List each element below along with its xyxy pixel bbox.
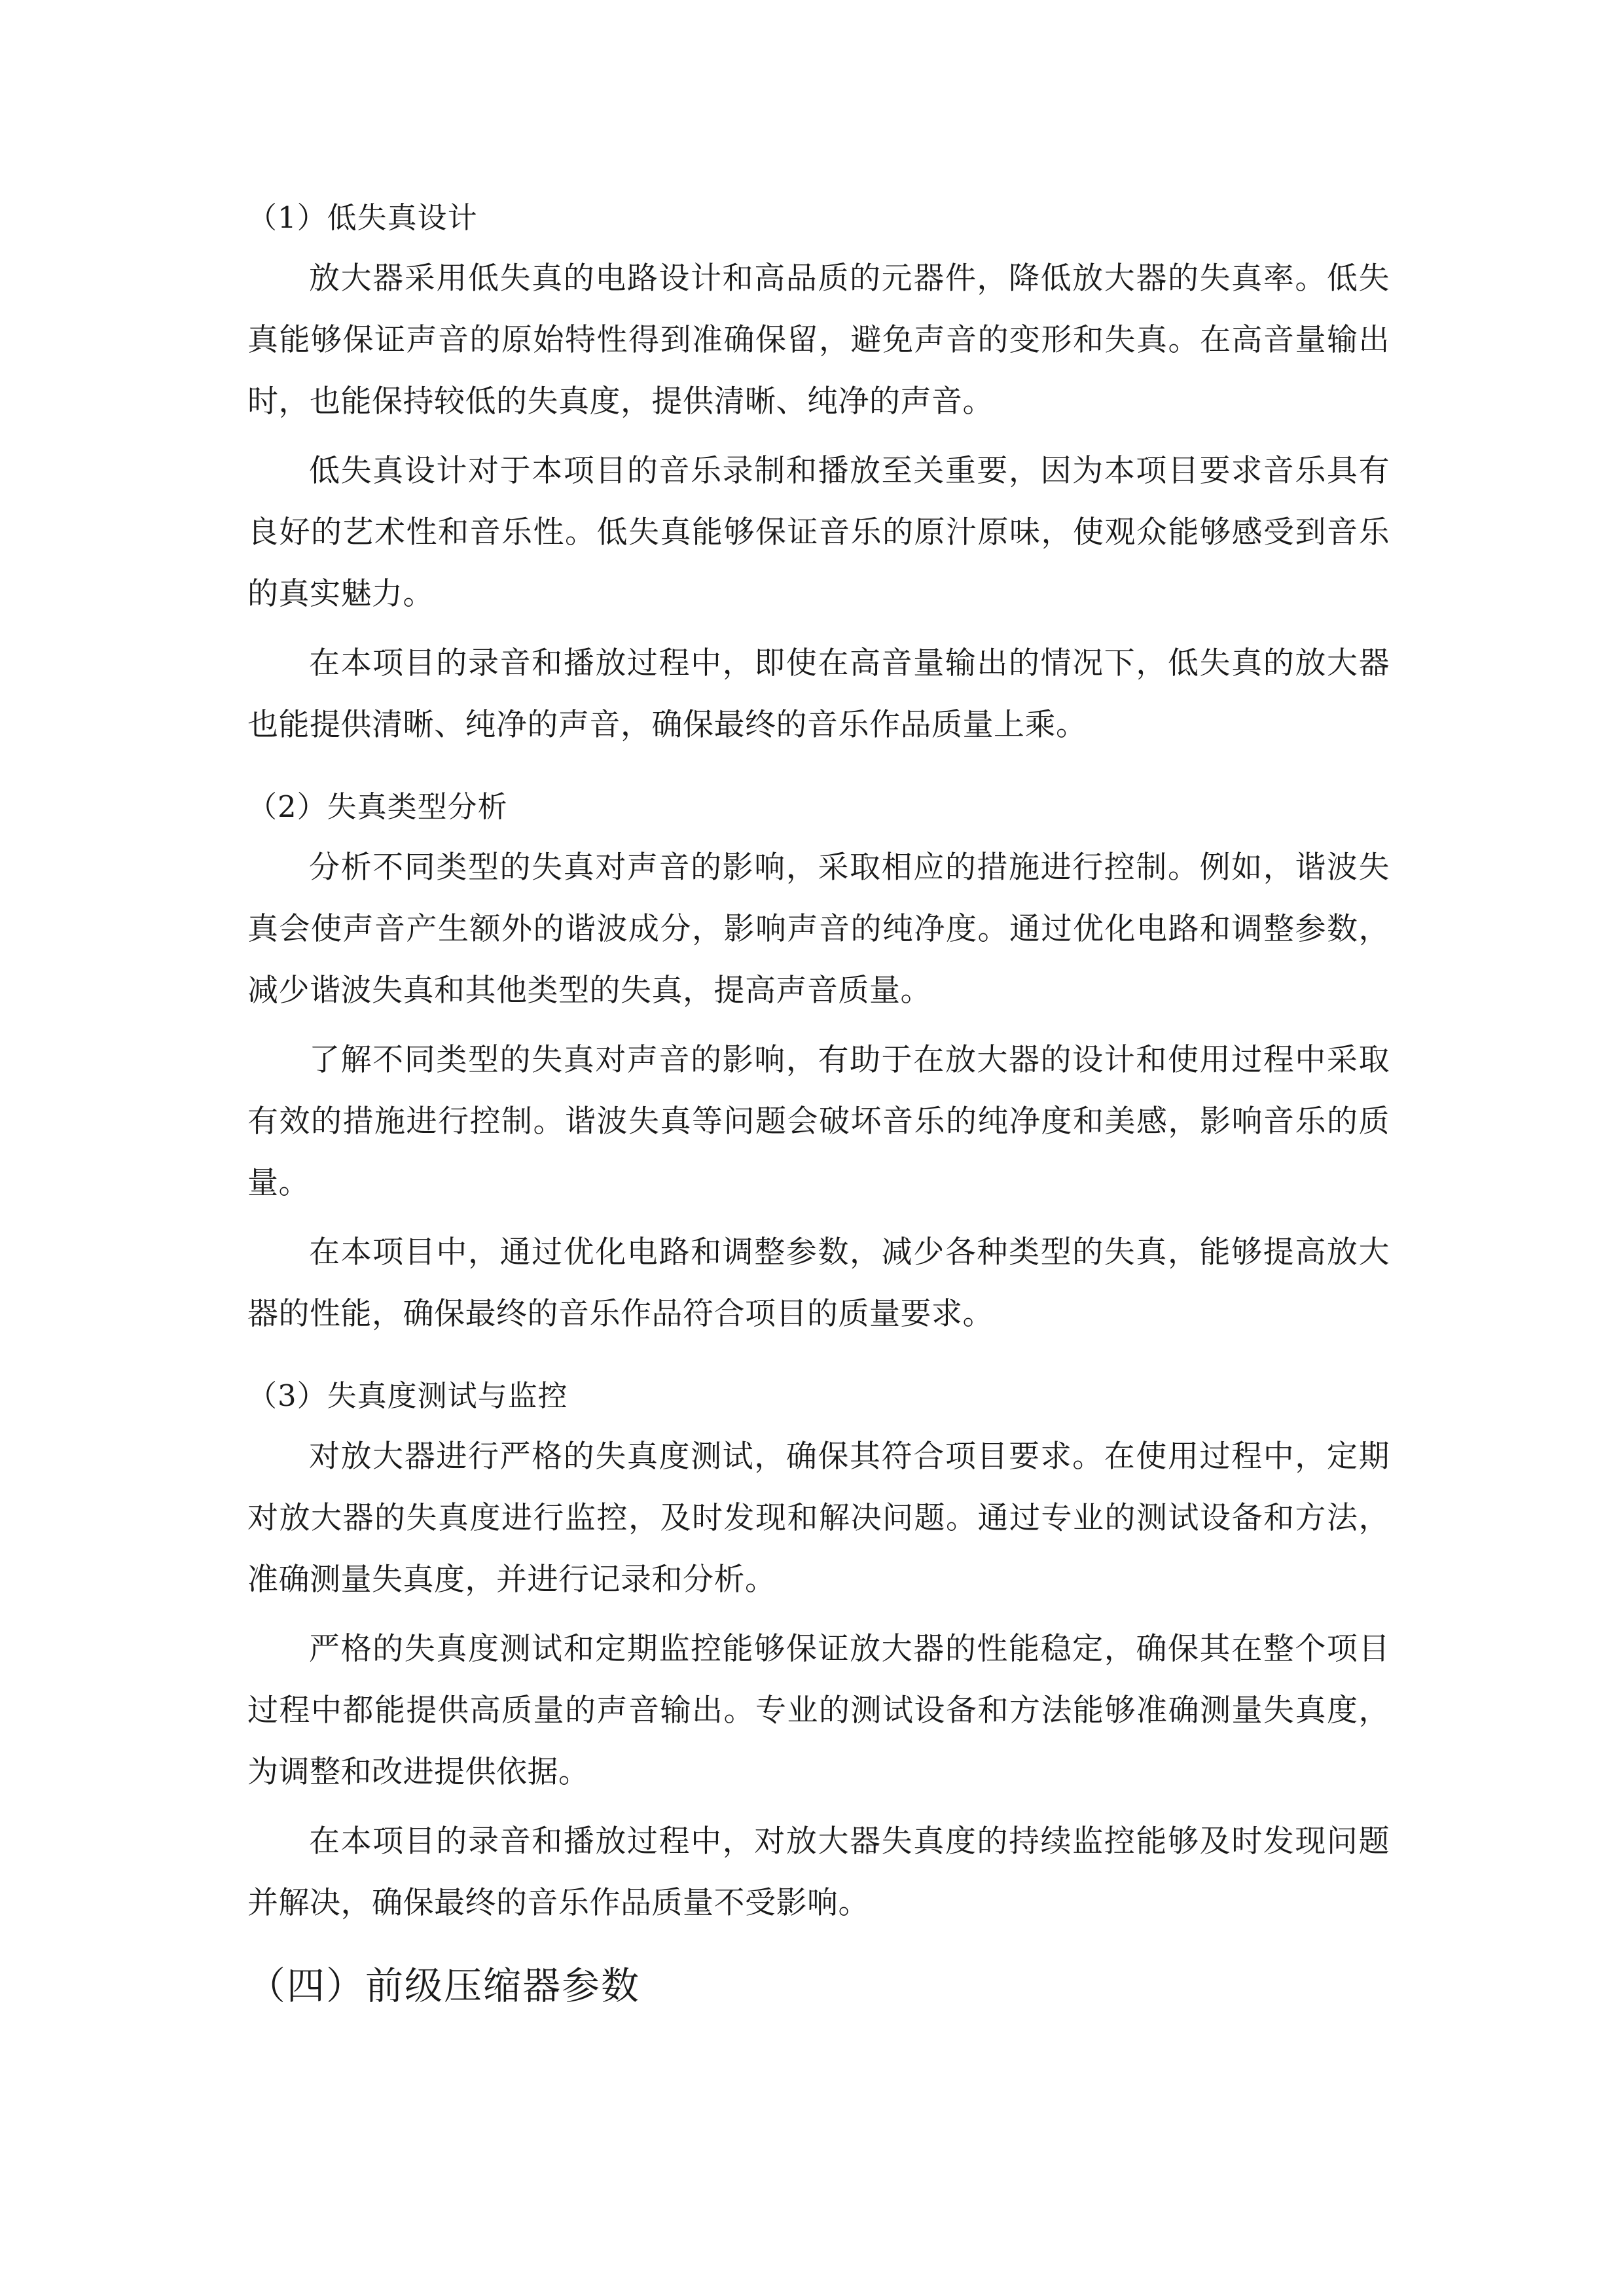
chapter-heading-preamp-compressor: （四）前级压缩器参数 — [247, 1964, 641, 2008]
section-heading-distortion-types: （2）失真类型分析 — [247, 789, 508, 824]
paragraph: 低失真设计对于本项目的音乐录制和播放至关重要，因为本项目要求音乐具有良好的艺术性和音乐性。低失真能够保证音乐的原汁原味，使观众能够感受到音乐的真实魅力。 — [247, 453, 1390, 612]
paragraph: 放大器采用低失真的电路设计和高品质的元器件，降低放大器的失真率。低失真能够保证声音的原始特性得到准确保留，避免声音的变形和失真。在高音量输出时，也能保持较低的失真度，提供清晰、纯净的声音。 — [247, 260, 1390, 420]
section-spacer — [247, 1353, 1390, 1371]
paragraph: 在本项目的录音和播放过程中，对放大器失真度的持续监控能够及时发现问题并解决，确保最终的音乐作品质量不受影响。 — [247, 1823, 1390, 1921]
section-spacer — [247, 764, 1390, 782]
section-heading-low-distortion: （1）低失真设计 — [247, 200, 478, 235]
paragraph: 严格的失真度测试和定期监控能够保证放大器的性能稳定，确保其在整个项目过程中都能提供高质量的声音输出。专业的测试设备和方法能够准确测量失真度，为调整和改进提供依据。 — [247, 1631, 1390, 1790]
paragraph: 在本项目的录音和播放过程中，即使在高音量输出的情况下，低失真的放大器也能提供清晰、纯净的声音，确保最终的音乐作品质量上乘。 — [247, 645, 1390, 743]
paragraph: 了解不同类型的失真对声音的影响，有助于在放大器的设计和使用过程中采取有效的措施进行控制。谐波失真等问题会破坏音乐的纯净度和美感，影响音乐的质量。 — [247, 1042, 1390, 1201]
document-body — [247, 193, 1390, 2015]
section-heading-distortion-testing: （3）失真度测试与监控 — [247, 1378, 568, 1413]
paragraph: 在本项目中，通过优化电路和调整参数，减少各种类型的失真，能够提高放大器的性能，确保最终的音乐作品符合项目的质量要求。 — [247, 1234, 1390, 1332]
paragraph: 分析不同类型的失真对声音的影响，采取相应的措施进行控制。例如，谐波失真会使声音产生额外的谐波成分，影响声音的纯净度。通过优化电路和调整参数，减少谐波失真和其他类型的失真，提高声音质量。 — [247, 850, 1390, 1009]
paragraph: 对放大器进行严格的失真度测试，确保其符合项目要求。在使用过程中，定期对放大器的失真度进行监控，及时发现和解决问题。通过专业的测试设备和方法，准确测量失真度，并进行记录和分析。 — [247, 1439, 1390, 1598]
